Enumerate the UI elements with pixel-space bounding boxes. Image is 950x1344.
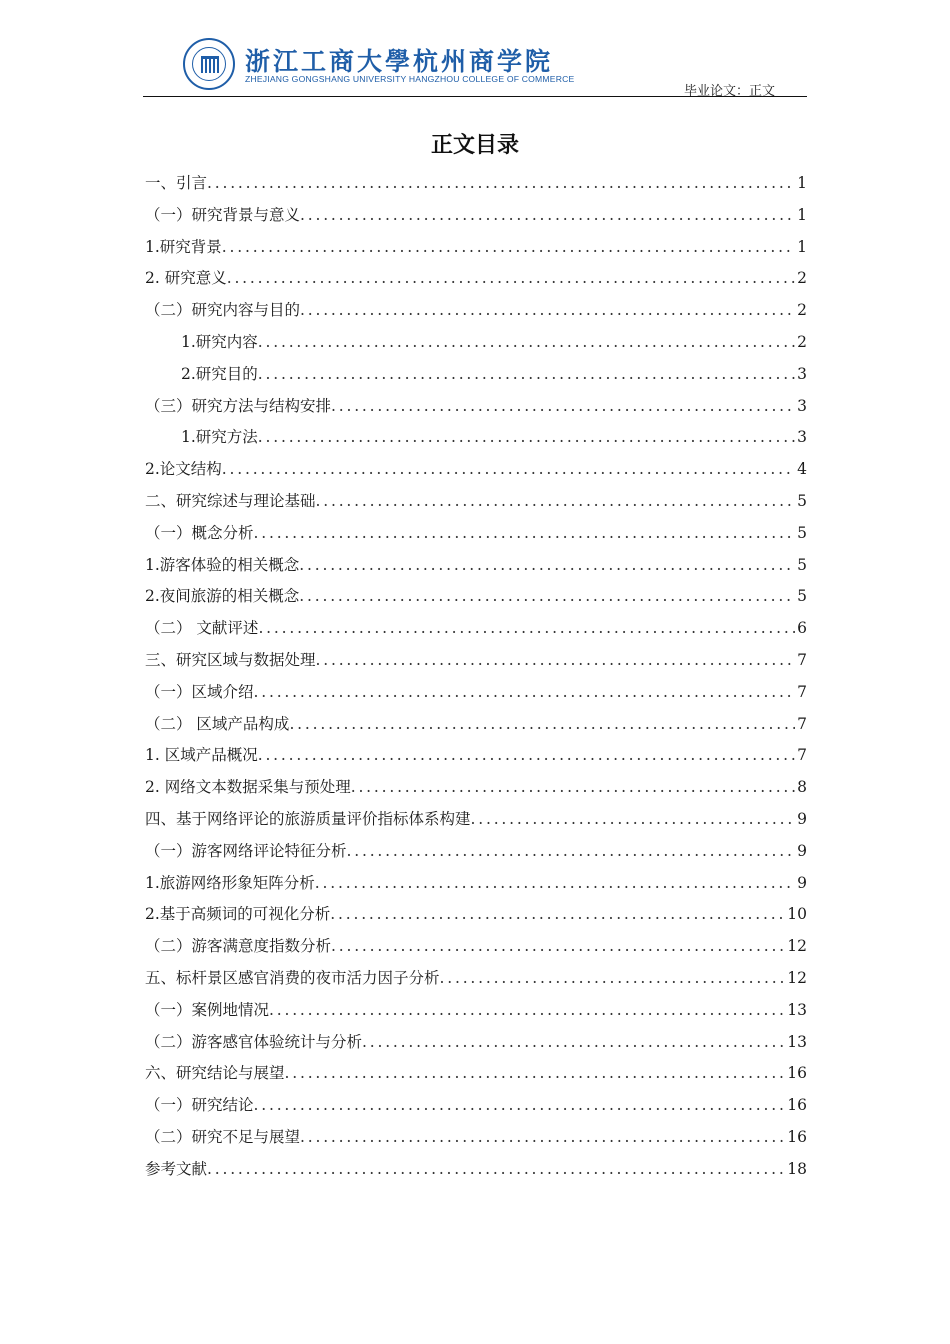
toc-leader-dots	[351, 772, 795, 804]
toc-entry[interactable]	[145, 1154, 807, 1186]
toc-entry-label: （二） 区域产品构成	[145, 714, 290, 733]
toc-leader-dots	[254, 518, 796, 550]
toc-entry-label: 2. 研究意义	[145, 269, 227, 288]
toc-entry-page: 1	[797, 237, 807, 256]
toc-entry-label: （二）游客感官体验统计与分析	[145, 1032, 363, 1051]
toc-leader-dots	[300, 295, 795, 327]
page-title: 正文目录	[430, 133, 519, 158]
toc-entry-label: 三、研究区域与数据处理	[145, 650, 316, 669]
toc-entry[interactable]	[145, 168, 807, 200]
page-header	[143, 30, 807, 98]
toc-leader-dots	[331, 931, 785, 963]
toc-leader-dots	[316, 486, 796, 518]
toc-entry[interactable]	[145, 200, 807, 232]
toc-entry[interactable]	[145, 1058, 807, 1090]
toc-leader-dots	[362, 1027, 785, 1059]
toc-entry-label: 1.研究内容	[181, 332, 258, 351]
toc-entry-label: 2.研究目的	[181, 364, 258, 383]
toc-entry-page: 9	[797, 841, 807, 860]
toc-entry-page: 5	[797, 491, 807, 510]
toc-leader-dots	[330, 899, 785, 931]
toc-entry-page: 9	[797, 809, 807, 828]
toc-entry-label: 1.游客体验的相关概念	[145, 555, 300, 574]
toc-leader-dots	[254, 1090, 786, 1122]
toc-entry-page: 18	[787, 1159, 807, 1178]
toc-entry[interactable]	[145, 391, 807, 423]
school-name-cn: 浙江工商大學杭州商学院	[245, 47, 554, 76]
toc-leader-dots	[285, 1058, 786, 1090]
toc-entry-page: 4	[797, 460, 807, 479]
toc-entry[interactable]	[145, 581, 807, 613]
toc-entry-label: （三）研究方法与结构安排	[145, 396, 332, 415]
toc-entry-label: 一、引言	[145, 174, 208, 192]
toc-leader-dots	[315, 868, 795, 900]
toc-entry-page: 12	[787, 968, 807, 987]
toc-entry-page: 7	[797, 746, 807, 765]
toc-entry-page: 16	[787, 1127, 807, 1146]
toc-entry-page: 7	[797, 714, 807, 733]
toc-entry[interactable]	[145, 1122, 807, 1154]
header-divider	[143, 96, 807, 97]
table-of-contents	[145, 168, 807, 1186]
toc-entry[interactable]	[145, 1090, 807, 1122]
toc-entry[interactable]	[145, 518, 807, 550]
toc-leader-dots	[300, 1122, 785, 1154]
toc-entry[interactable]	[145, 327, 807, 359]
toc-leader-dots	[258, 740, 795, 772]
toc-entry-page: 9	[797, 873, 807, 892]
toc-entry[interactable]	[145, 677, 807, 709]
toc-entry[interactable]	[145, 772, 807, 804]
toc-entry-label: （二）研究不足与展望	[145, 1127, 301, 1146]
toc-leader-dots	[299, 581, 795, 613]
toc-entry[interactable]	[145, 486, 807, 518]
toc-leader-dots	[471, 804, 796, 836]
toc-entry[interactable]	[145, 868, 807, 900]
toc-entry-page: 2	[797, 301, 807, 320]
toc-entry[interactable]	[145, 963, 807, 995]
toc-entry-page: 2	[797, 332, 807, 351]
toc-leader-dots	[299, 550, 795, 582]
toc-entry-label: 二、研究综述与理论基础	[145, 491, 316, 510]
toc-leader-dots	[440, 963, 786, 995]
toc-entry-page: 10	[787, 905, 807, 924]
header-section-label: 毕业论文：正文	[683, 84, 775, 99]
toc-leader-dots	[300, 200, 795, 232]
toc-entry-page: 16	[787, 1064, 807, 1083]
toc-entry-page: 2	[797, 269, 807, 288]
toc-entry-label: （二）研究内容与目的	[145, 301, 301, 320]
toc-entry-label: 1.研究方法	[181, 428, 258, 447]
toc-leader-dots	[222, 232, 795, 264]
toc-entry-label: （一）游客网络评论特征分析	[145, 841, 347, 860]
toc-entry[interactable]	[145, 422, 807, 454]
toc-entry-page: 8	[797, 778, 807, 797]
toc-entry-label: 2. 网络文本数据采集与预处理	[145, 778, 351, 797]
toc-entry-page: 12	[787, 937, 807, 956]
toc-entry-label: 五、标杆景区感官消费的夜市活力因子分析	[145, 968, 440, 987]
toc-entry-label: （二） 文献评述	[145, 619, 259, 638]
toc-entry[interactable]	[145, 359, 807, 391]
toc-entry-page: 7	[797, 682, 807, 701]
toc-entry-label: （一）研究背景与意义	[145, 205, 301, 224]
university-seal-icon	[183, 38, 235, 90]
toc-leader-dots	[258, 422, 795, 454]
school-name-en: ZHEJIANG GONGSHANG UNIVERSITY HANGZHOU COLLEGE OF COMMERCE	[245, 74, 575, 84]
toc-entry-label: （一）研究结论	[145, 1096, 254, 1115]
toc-entry-page: 5	[797, 587, 807, 606]
toc-entry-label: （一）概念分析	[145, 523, 254, 542]
toc-entry-page: 7	[797, 650, 807, 669]
toc-leader-dots	[258, 613, 795, 645]
toc-leader-dots	[347, 836, 796, 868]
toc-entry[interactable]	[145, 263, 807, 295]
university-logo	[183, 38, 575, 94]
toc-entry[interactable]	[145, 550, 807, 582]
toc-entry-label: 四、基于网络评论的旅游质量评价指标体系构建	[145, 809, 471, 828]
toc-entry[interactable]	[145, 232, 807, 264]
toc-entry-page: 13	[787, 1032, 807, 1051]
toc-entry-page: 13	[787, 1000, 807, 1019]
toc-entry-label: 1. 区域产品概况	[145, 746, 258, 765]
toc-entry[interactable]	[145, 645, 807, 677]
toc-leader-dots	[254, 677, 796, 709]
toc-entry-label: （一）案例地情况	[145, 1000, 270, 1019]
toc-entry-label: 1.研究背景	[145, 237, 222, 256]
toc-leader-dots	[227, 263, 795, 295]
toc-entry[interactable]	[145, 709, 807, 741]
toc-entry-label: （二）游客满意度指数分析	[145, 937, 332, 956]
toc-leader-dots	[331, 391, 795, 423]
toc-entry-page: 3	[797, 364, 807, 383]
toc-entry-label: 2.论文结构	[145, 460, 222, 479]
toc-entry-page: 1	[797, 205, 807, 224]
toc-entry-label: 1.旅游网络形象矩阵分析	[145, 873, 315, 892]
toc-entry-page: 1	[797, 174, 807, 192]
toc-entry[interactable]	[145, 613, 807, 645]
toc-entry-label: 2.夜间旅游的相关概念	[145, 587, 300, 606]
toc-entry-label: 六、研究结论与展望	[145, 1064, 285, 1083]
toc-entry[interactable]	[145, 804, 807, 836]
toc-leader-dots	[269, 995, 785, 1027]
toc-entry[interactable]	[145, 454, 807, 486]
toc-leader-dots	[258, 327, 795, 359]
toc-entry-page: 3	[797, 428, 807, 447]
toc-entry[interactable]	[145, 295, 807, 327]
toc-entry-label: 参考文献	[145, 1159, 208, 1178]
toc-leader-dots	[222, 454, 795, 486]
toc-entry[interactable]	[145, 995, 807, 1027]
toc-entry[interactable]	[145, 931, 807, 963]
toc-entry-label: 2.基于高频词的可视化分析	[145, 905, 331, 924]
toc-leader-dots	[207, 168, 795, 200]
toc-leader-dots	[207, 1154, 785, 1186]
toc-leader-dots	[258, 359, 795, 391]
toc-entry-page: 6	[797, 619, 807, 638]
toc-entry-page: 16	[787, 1096, 807, 1115]
toc-entry[interactable]	[145, 899, 807, 931]
toc-leader-dots	[289, 709, 795, 741]
toc-entry[interactable]	[145, 740, 807, 772]
toc-entry-page: 5	[797, 555, 807, 574]
toc-entry-label: （一）区域介绍	[145, 682, 254, 701]
toc-entry-page: 5	[797, 523, 807, 542]
toc-entry-page: 3	[797, 396, 807, 415]
toc-entry[interactable]	[145, 836, 807, 868]
toc-leader-dots	[316, 645, 796, 677]
toc-entry[interactable]	[145, 1027, 807, 1059]
